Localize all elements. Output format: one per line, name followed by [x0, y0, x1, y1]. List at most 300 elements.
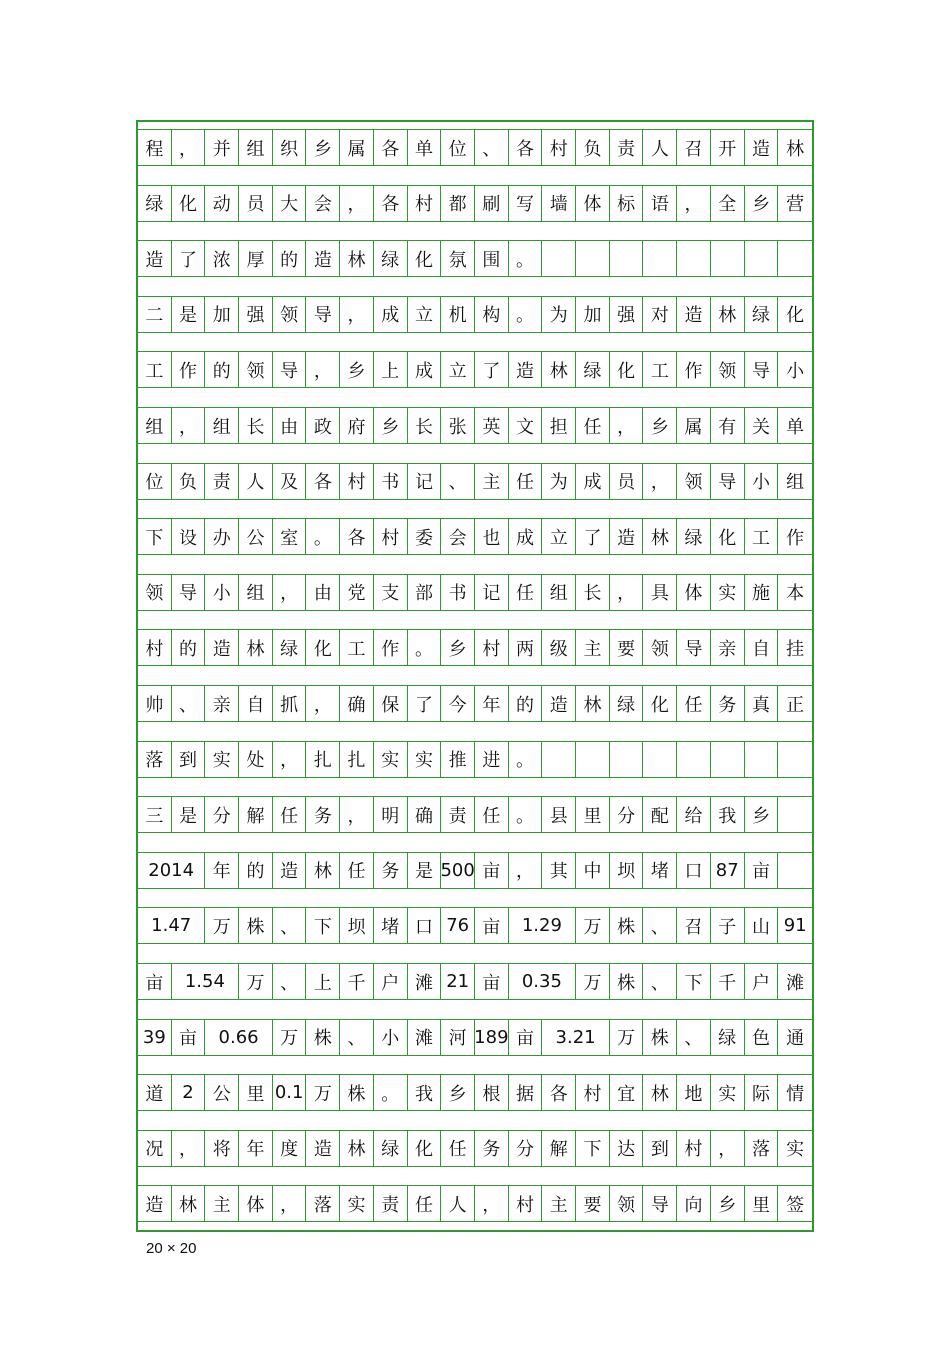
grid-cell: 口: [677, 853, 711, 888]
grid-cell: 株: [610, 908, 644, 943]
grid-cell: 株: [610, 964, 644, 999]
grid-cell: 责: [441, 797, 475, 832]
grid-cell: 我: [711, 797, 745, 832]
grid-cell: 刷: [475, 186, 509, 221]
grid-cell: 口: [408, 908, 442, 943]
grid-cell: 下: [138, 519, 172, 554]
grid-cell: 员: [610, 464, 644, 499]
grid-cell: 实: [711, 575, 745, 610]
grid-cell: 写: [509, 186, 543, 221]
grid-cell: 各: [374, 130, 408, 165]
grid-cell: 责: [610, 130, 644, 165]
grid-cell: 真: [745, 686, 779, 721]
grid-cell: 组: [542, 575, 576, 610]
grid-cell: 堵: [644, 853, 678, 888]
grid-cell: 里: [745, 1186, 779, 1221]
grid-cell: 是: [172, 797, 206, 832]
grid-cell: [644, 742, 678, 777]
grid-cell: ，: [677, 186, 711, 221]
grid-cell: 0.66: [205, 1020, 272, 1055]
grid-cell: 造: [542, 686, 576, 721]
grid-cell: 确: [340, 686, 374, 721]
grid-cell: 氛: [441, 241, 475, 276]
grid-cell: 。: [509, 241, 543, 276]
grid-cell: 落: [745, 1131, 779, 1166]
grid-cell: 是: [408, 853, 442, 888]
grid-cell: 村: [475, 630, 509, 665]
grid-cell: 自: [745, 630, 779, 665]
grid-cell: [711, 742, 745, 777]
grid-cell: 、: [273, 908, 307, 943]
grid-cell: 1.47: [138, 908, 205, 943]
grid-cell: 具: [644, 575, 678, 610]
grid-cell: 英: [475, 408, 509, 443]
grid-cell: ，: [172, 130, 206, 165]
grid-row: [138, 240, 812, 277]
grid-cell: 林: [711, 297, 745, 332]
grid-cell: 化: [408, 1131, 442, 1166]
grid-cell: 万: [307, 1075, 341, 1110]
grid-cell: 化: [172, 186, 206, 221]
grid-cell: 会: [307, 186, 341, 221]
grid-cell: 各: [542, 1075, 576, 1110]
grid-cell: 情: [786, 1083, 805, 1105]
grid-cell: 作: [677, 352, 711, 387]
grid-cell: ，: [273, 742, 307, 777]
grid-cell: 是: [172, 297, 206, 332]
grid-cell: [576, 742, 610, 777]
grid-cell: 小: [745, 464, 779, 499]
grid-cell: 本: [786, 583, 805, 605]
grid-cell: 作: [172, 352, 206, 387]
grid-cell: 山: [745, 908, 779, 943]
grid-cell: 造: [138, 1186, 172, 1221]
grid-cell: 39: [138, 1020, 172, 1055]
grid-cell: 任: [509, 464, 543, 499]
grid-row: [138, 1130, 812, 1167]
grid-cell: 织: [273, 130, 307, 165]
grid-cell: 组: [239, 130, 273, 165]
grid-cell: 河: [441, 1020, 475, 1055]
grid-cell: 万: [273, 1020, 307, 1055]
grid-cell: 主: [576, 630, 610, 665]
grid-cell: 村: [677, 1131, 711, 1166]
grid-cell: 化: [786, 305, 805, 327]
grid-cell: 三: [138, 797, 172, 832]
grid-cell: 189: [475, 1020, 509, 1055]
grid-cell: 绿: [576, 352, 610, 387]
grid-cell: 造: [610, 519, 644, 554]
grid-cell: [745, 241, 779, 276]
grid-cell: 造: [307, 1131, 341, 1166]
grid-cell: 书: [374, 464, 408, 499]
grid-cell: 化: [711, 519, 745, 554]
grid-cell: 亩: [138, 964, 172, 999]
grid-cell: 府: [340, 408, 374, 443]
grid-cell: 我: [408, 1075, 442, 1110]
grid-cell: 成: [509, 519, 543, 554]
grid-cell: 亩: [475, 853, 509, 888]
grid-cell: ，: [273, 1186, 307, 1221]
grid-cell: ，: [340, 186, 374, 221]
grid-cell: 组: [138, 408, 172, 443]
grid-cell: 加: [576, 297, 610, 332]
grid-cell: [745, 742, 779, 777]
grid-cell: 乡: [340, 352, 374, 387]
grid-cell: 。: [307, 519, 341, 554]
grid-cell: 今: [441, 686, 475, 721]
grid-cell: 成: [374, 297, 408, 332]
grid-cell: 主: [542, 1186, 576, 1221]
grid-cell: 株: [239, 908, 273, 943]
grid-cell: 了: [576, 519, 610, 554]
grid-cell: 村: [408, 186, 442, 221]
grid-cell: 属: [340, 130, 374, 165]
grid-cell: 子: [711, 908, 745, 943]
grid-cell: 上: [307, 964, 341, 999]
grid-cell: 文: [509, 408, 543, 443]
grid-cell: 、: [644, 964, 678, 999]
grid-cell: 地: [677, 1075, 711, 1110]
grid-row: [138, 351, 812, 388]
grid-cell: 。: [509, 297, 543, 332]
grid-cell: 挂: [786, 638, 805, 660]
grid-cell: 绿: [677, 519, 711, 554]
grid-cell: 绿: [711, 1020, 745, 1055]
grid-row: [138, 963, 812, 1000]
grid-cell: 年: [475, 686, 509, 721]
grid-cell: 程: [138, 130, 172, 165]
grid-cell: 属: [677, 408, 711, 443]
grid-cell: 人: [644, 130, 678, 165]
grid-cell: 张: [441, 408, 475, 443]
grid-cell: 造: [273, 853, 307, 888]
grid-cell: 乡: [374, 408, 408, 443]
grid-cell: 关: [745, 408, 779, 443]
grid-cell: 组: [786, 472, 805, 494]
grid-cell: 墙: [542, 186, 576, 221]
grid-cell: 株: [307, 1020, 341, 1055]
grid-cell: 造: [745, 130, 779, 165]
grid-cell: 推: [441, 742, 475, 777]
grid-cell: 开: [711, 130, 745, 165]
grid-cell: 、: [644, 908, 678, 943]
grid-cell: 机: [441, 297, 475, 332]
grid-cell: 根: [475, 1075, 509, 1110]
grid-cell: 任: [340, 853, 374, 888]
grid-cell: 立: [441, 352, 475, 387]
grid-cell: 体: [239, 1186, 273, 1221]
grid-cell: 绿: [745, 297, 779, 332]
grid-cell: 通: [786, 1028, 805, 1050]
grid-cell: 据: [509, 1075, 543, 1110]
grid-cell: 小: [786, 360, 805, 382]
grid-cell: 小: [205, 575, 239, 610]
grid-cell: 向: [677, 1186, 711, 1221]
grid-cell: 自: [239, 686, 273, 721]
grid-cell: 明: [374, 797, 408, 832]
grid-cell: 落: [307, 1186, 341, 1221]
grid-cell: 亩: [509, 1020, 543, 1055]
grid-cell: 营: [786, 194, 805, 216]
grid-cell: 亲: [711, 630, 745, 665]
grid-cell: [778, 797, 812, 832]
grid-cell: 导: [172, 575, 206, 610]
grid-cell: 落: [138, 742, 172, 777]
grid-cell: 。: [509, 797, 543, 832]
grid-cell: 动: [205, 186, 239, 221]
grid-cell: 乡: [307, 130, 341, 165]
grid-cell: 组: [205, 408, 239, 443]
grid-cell: 造: [677, 297, 711, 332]
grid-cell: 长: [408, 408, 442, 443]
grid-cell: 导: [745, 352, 779, 387]
grid-cell: 造: [138, 241, 172, 276]
grid-cell: 化: [307, 630, 341, 665]
grid-cell: 下: [677, 964, 711, 999]
grid-cell: 各: [374, 186, 408, 221]
grid-cell: 导: [711, 464, 745, 499]
grid-cell: 2: [172, 1075, 206, 1110]
grid-cell: 单: [408, 130, 442, 165]
grid-cell: [542, 742, 576, 777]
grid-cell: 到: [644, 1131, 678, 1166]
grid-cell: 坝: [340, 908, 374, 943]
grid-cell: 下: [307, 908, 341, 943]
grid-cell: 的: [509, 686, 543, 721]
grid-cell: 绿: [610, 686, 644, 721]
grid-cell: 分: [509, 1131, 543, 1166]
grid-cell: 处: [239, 742, 273, 777]
grid-cell: 室: [273, 519, 307, 554]
grid-cell: 乡: [644, 408, 678, 443]
manuscript-grid-sheet: [136, 120, 814, 1232]
grid-cell: 由: [307, 575, 341, 610]
grid-cell: 级: [542, 630, 576, 665]
grid-cell: 抓: [273, 686, 307, 721]
grid-cell: 造: [205, 630, 239, 665]
grid-cell: 0.1: [273, 1075, 307, 1110]
grid-cell: 要: [610, 630, 644, 665]
grid-cell: 领: [711, 352, 745, 387]
grid-cell: 实: [711, 1075, 745, 1110]
grid-row: [138, 407, 812, 444]
grid-cell: 林: [576, 686, 610, 721]
grid-cell: 政: [307, 408, 341, 443]
grid-row: [138, 1019, 812, 1056]
grid-cell: [677, 742, 711, 777]
grid-cell: 任: [441, 1131, 475, 1166]
grid-cell: 工: [340, 630, 374, 665]
grid-row: [138, 852, 812, 889]
grid-cell: 乡: [745, 797, 779, 832]
grid-cell: 年: [205, 853, 239, 888]
grid-cell: 务: [475, 1131, 509, 1166]
grid-cell: 户: [374, 964, 408, 999]
grid-cell: 况: [138, 1131, 172, 1166]
grid-cell: 帅: [138, 686, 172, 721]
grid-cell: 村: [576, 1075, 610, 1110]
grid-cell: 株: [340, 1075, 374, 1110]
grid-cell: 林: [542, 352, 576, 387]
grid-cell: 标: [610, 186, 644, 221]
grid-cell: 工: [644, 352, 678, 387]
grid-cell: 、: [475, 130, 509, 165]
grid-cell: 两: [509, 630, 543, 665]
grid-cell: 领: [610, 1186, 644, 1221]
grid-cell: 确: [408, 797, 442, 832]
grid-cell: 围: [475, 241, 509, 276]
grid-cell: 厚: [239, 241, 273, 276]
grid-cell: 解: [542, 1131, 576, 1166]
grid-cell: 由: [273, 408, 307, 443]
grid-cell: 下: [576, 1131, 610, 1166]
grid-cell: 21: [441, 964, 475, 999]
grid-cell: 的: [239, 853, 273, 888]
grid-cell: 人: [441, 1186, 475, 1221]
grid-cell: 部: [408, 575, 442, 610]
grid-cell: 。: [408, 630, 442, 665]
grid-cell: 扎: [340, 742, 374, 777]
grid-cell: 绿: [374, 1131, 408, 1166]
grid-cell: 解: [239, 797, 273, 832]
grid-cell: 滩: [408, 1020, 442, 1055]
grid-cell: 体: [576, 186, 610, 221]
grid-cell: 设: [172, 519, 206, 554]
grid-cell: 造: [307, 241, 341, 276]
grid-cell: 乡: [745, 186, 779, 221]
grid-cell: 76: [441, 908, 475, 943]
grid-cell: ，: [172, 408, 206, 443]
grid-cell: 任: [576, 408, 610, 443]
grid-cell: 万: [576, 964, 610, 999]
grid-cell: [576, 241, 610, 276]
grid-cell: 公: [205, 1075, 239, 1110]
grid-cell: 里: [576, 797, 610, 832]
grid-cell: 各: [340, 519, 374, 554]
grid-cell: 务: [711, 686, 745, 721]
grid-cell: 作: [786, 527, 805, 549]
grid-cell: 领: [677, 464, 711, 499]
grid-cell: ，: [340, 297, 374, 332]
grid-cell: 林: [172, 1186, 206, 1221]
grid-cell: 。: [509, 742, 543, 777]
grid-cell: 全: [711, 186, 745, 221]
grid-cell: 各: [509, 130, 543, 165]
grid-cell: 乡: [441, 630, 475, 665]
grid-cell: 强: [239, 297, 273, 332]
grid-cell: 了: [475, 352, 509, 387]
grid-cell: 的: [205, 352, 239, 387]
grid-cell: [542, 241, 576, 276]
grid-cell: 万: [205, 908, 239, 943]
grid-cell: 亩: [475, 908, 509, 943]
grid-cell: 3.21: [542, 1020, 609, 1055]
grid-cell: 实: [408, 742, 442, 777]
grid-cell: ，: [610, 408, 644, 443]
grid-cell: 林: [644, 519, 678, 554]
grid-cell: 村: [138, 630, 172, 665]
grid-cell: 的: [172, 630, 206, 665]
grid-cell: 要: [576, 1186, 610, 1221]
grid-cell: 组: [239, 575, 273, 610]
grid-cell: 际: [745, 1075, 779, 1110]
grid-cell: 任: [509, 575, 543, 610]
grid-cell: 任: [677, 686, 711, 721]
grid-cell: 有: [711, 408, 745, 443]
grid-row: [138, 741, 812, 778]
grid-cell: 主: [205, 1186, 239, 1221]
grid-cell: 施: [745, 575, 779, 610]
grid-cell: 作: [374, 630, 408, 665]
grid-cell: 户: [745, 964, 779, 999]
grid-cell: 年: [239, 1131, 273, 1166]
grid-cell: 坝: [610, 853, 644, 888]
grid-cell: 成: [576, 464, 610, 499]
grid-row: [138, 296, 812, 333]
grid-cell: 村: [374, 519, 408, 554]
grid-cell: 务: [307, 797, 341, 832]
grid-cell: 对: [644, 297, 678, 332]
grid-cell: 上: [374, 352, 408, 387]
grid-cell: 、: [273, 964, 307, 999]
grid-cell: 及: [273, 464, 307, 499]
grid-cell: 其: [542, 853, 576, 888]
grid-cell: 林: [307, 853, 341, 888]
grid-cell: 责: [205, 464, 239, 499]
grid-cell: [778, 241, 812, 276]
grid-row: [138, 518, 812, 555]
grid-cell: 亩: [745, 853, 779, 888]
grid-cell: 单: [786, 416, 805, 438]
grid-cell: 加: [205, 297, 239, 332]
grid-cell: 林: [644, 1075, 678, 1110]
grid-row: [138, 1074, 812, 1111]
grid-cell: 林: [239, 630, 273, 665]
grid-cell: 扎: [307, 742, 341, 777]
grid-cell: 员: [239, 186, 273, 221]
grid-cell: 立: [542, 519, 576, 554]
grid-cell: 成: [408, 352, 442, 387]
grid-cell: 、: [677, 1020, 711, 1055]
grid-cell: ，: [610, 575, 644, 610]
grid-cell: 委: [408, 519, 442, 554]
grid-cell: 也: [475, 519, 509, 554]
grid-cell: 召: [677, 908, 711, 943]
grid-cell: 绿: [374, 241, 408, 276]
grid-cell: 度: [273, 1131, 307, 1166]
grid-cell: 了: [408, 686, 442, 721]
grid-cell: 召: [677, 130, 711, 165]
grid-cell: 林: [340, 241, 374, 276]
grid-cell: 支: [374, 575, 408, 610]
grid-cell: 体: [677, 575, 711, 610]
grid-cell: 化: [610, 352, 644, 387]
grid-cell: 千: [711, 964, 745, 999]
grid-cell: 化: [644, 686, 678, 721]
grid-cell: 浓: [205, 241, 239, 276]
grid-cell: 书: [441, 575, 475, 610]
grid-cell: 亩: [475, 964, 509, 999]
grid-cell: 务: [374, 853, 408, 888]
grid-cell: 亩: [172, 1020, 206, 1055]
grid-cell: 实: [205, 742, 239, 777]
grid-cell: 滩: [786, 972, 805, 994]
grid-cell: [711, 241, 745, 276]
grid-cell: 了: [172, 241, 206, 276]
grid-row: [138, 796, 812, 833]
grid-cell: 滩: [408, 964, 442, 999]
